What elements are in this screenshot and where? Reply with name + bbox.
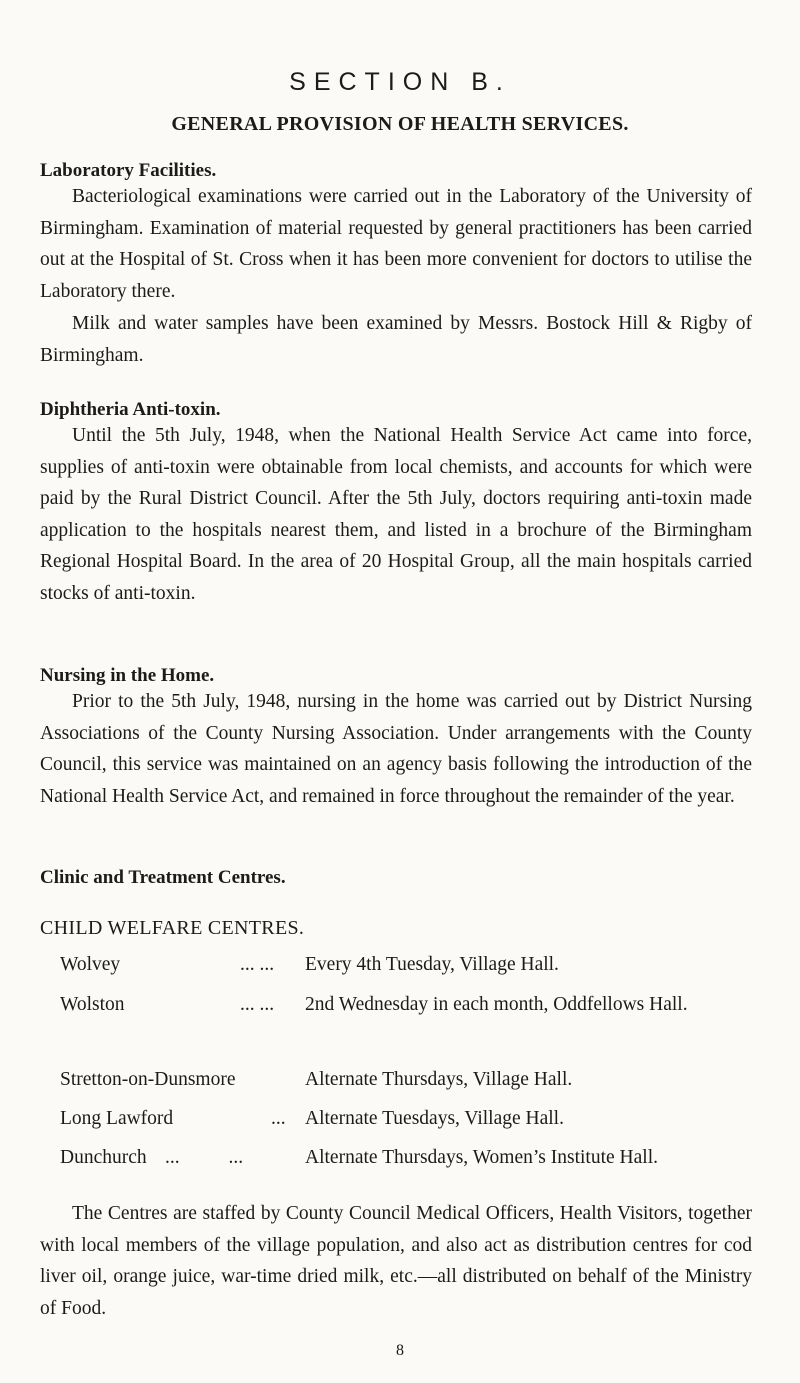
- centre-leader-dots: ... ...: [240, 954, 275, 975]
- main-heading: GENERAL PROVISION OF HEALTH SERVICES.: [171, 113, 629, 135]
- diphtheria-paragraph: Until the 5th July, 1948, when the National Health Service Act came into force, supplies of anti-toxin were obtainable from local chemists, and accounts for which were paid by the Rural District Council. After the 5th July, doctors requiring anti-toxin made application to the hospitals nearest them, and listed in a brochure of the Birmingham Regional Hospital Board. In the area of 20 Hospital Group, all the main hospitals carried stocks of anti-toxin.: [40, 425, 752, 604]
- centre-name: Stretton-on-Dunsmore: [60, 1069, 236, 1090]
- centre-detail: 2nd Wednesday in each month, Oddfellows Hall.: [305, 994, 688, 1015]
- child-welfare-heading: CHILD WELFARE CENTRES.: [40, 917, 305, 939]
- centre-name: Dunchurch: [60, 1147, 147, 1168]
- clinic-closing-paragraph: The Centres are staffed by County Council Medical Officers, Health Visitors, together with local members of the village population, and also act as distribution centres for cod liver oil, orange juice, war-time dried milk, etc.—all distributed on behalf of the Ministry of Food.: [40, 1203, 752, 1319]
- clinic-heading: Clinic and Treatment Centres.: [40, 867, 286, 888]
- centre-detail: Alternate Thursdays, Village Hall.: [305, 1069, 573, 1090]
- centre-detail: Alternate Tuesdays, Village Hall.: [305, 1108, 564, 1129]
- centre-name: Wolvey: [60, 954, 121, 975]
- laboratory-paragraph-1: Bacteriological examinations were carried out in the Laboratory of the University of Birmingham. Examination of material requested by general practitioners has been carried out at the Hospital of St. Cross when it has been more convenient for doctors to utilise the Laboratory there.: [40, 186, 752, 302]
- centre-detail: Alternate Thursdays, Women’s Institute Hall.: [305, 1147, 658, 1168]
- centre-leader-dots: ... ...: [240, 994, 275, 1015]
- centre-detail: Every 4th Tuesday, Village Hall.: [305, 954, 559, 975]
- laboratory-paragraph-2: Milk and water samples have been examined by Messrs. Bostock Hill & Rigby of Birmingham.: [40, 313, 752, 366]
- page-number: 8: [396, 1342, 404, 1359]
- section-title: SECTION B.: [289, 68, 511, 96]
- diphtheria-heading: Diphtheria Anti-toxin.: [40, 399, 221, 420]
- centre-name: Wolston: [60, 994, 125, 1015]
- centre-name: Long Lawford: [60, 1108, 174, 1129]
- laboratory-heading: Laboratory Facilities.: [40, 160, 217, 181]
- nursing-paragraph: Prior to the 5th July, 1948, nursing in the home was carried out by District Nursing Associations of the County Nursing Association. Under arrangements with the County Council, this service was maintained on an agency basis following the introduction of the National Health Service Act, and remained in force throughout the remainder of the year.: [40, 691, 752, 807]
- centre-leader-dots: ... ...: [165, 1147, 244, 1168]
- nursing-heading: Nursing in the Home.: [40, 665, 215, 686]
- centre-leader-dots: ...: [271, 1108, 286, 1129]
